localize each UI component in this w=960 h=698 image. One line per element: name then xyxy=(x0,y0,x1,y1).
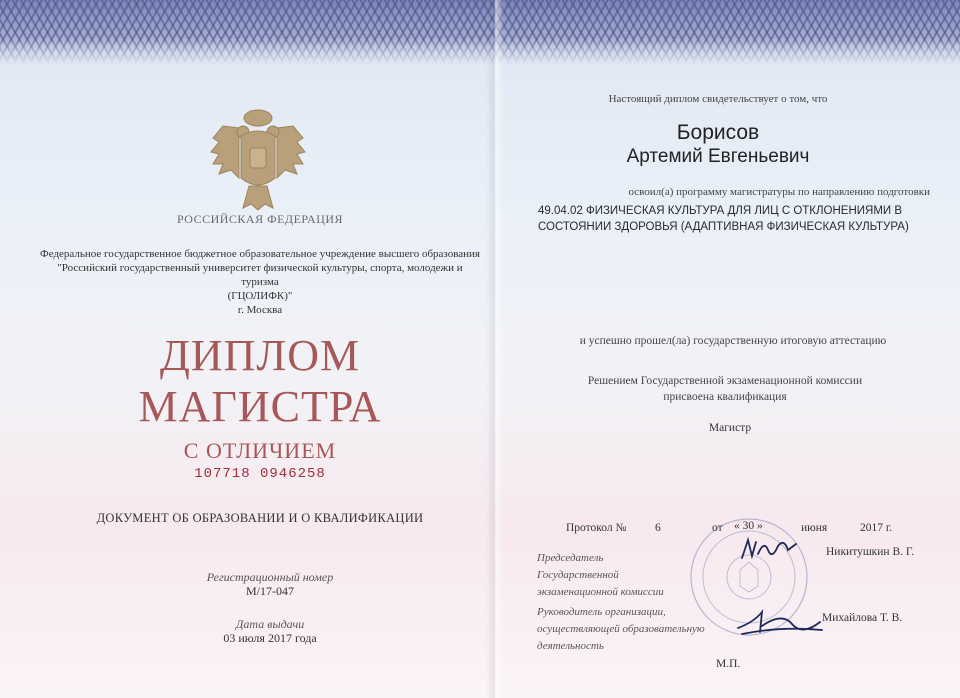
commission-decision: Решением Государственной экзаменационной комиссии xyxy=(587,375,863,387)
protocol-from: от xyxy=(712,522,723,534)
diploma-title-line1: ДИПЛОМ xyxy=(159,331,361,380)
organization-city: г. Москва xyxy=(237,304,283,316)
chair-signature xyxy=(738,534,802,564)
seal-place: М.П. xyxy=(716,658,741,670)
signatory-title-line: осуществляющей образовательную xyxy=(537,623,705,635)
registration-number: М/17-047 xyxy=(246,584,294,598)
organization-line: (ГЦОЛИФК)" xyxy=(227,290,293,302)
program-title xyxy=(538,203,930,235)
document-type: ДОКУМЕНТ ОБ ОБРАЗОВАНИИ И О КВАЛИФИКАЦИИ xyxy=(96,511,424,525)
serial-number: 107718 0946258 xyxy=(194,466,326,482)
signatory-title-line: экзаменационной комиссии xyxy=(537,586,664,598)
program-mastered-text: освоил(а) программу магистратуры по направлению подготовки xyxy=(628,186,930,198)
graduate-surname: Борисов xyxy=(676,121,760,144)
organization-head-title xyxy=(537,604,705,655)
qualification: Магистр xyxy=(708,422,752,434)
issue-date-label: Дата выдачи xyxy=(235,617,305,631)
head-signature xyxy=(732,604,828,638)
program-line: 49.04.02 ФИЗИЧЕСКАЯ КУЛЬТУРА ДЛЯ ЛИЦ С ОТКЛОНЕНИЯМИ В xyxy=(538,205,903,217)
issue-date: 03 июля 2017 года xyxy=(223,631,317,645)
program-line: СОСТОЯНИИ ЗДОРОВЬЯ (АДАПТИВНАЯ ФИЗИЧЕСКАЯ КУЛЬТУРА) xyxy=(538,221,909,233)
registration-label: Регистрационный номер xyxy=(206,570,334,584)
protocol-label: Протокол № xyxy=(566,522,627,534)
organization-line: "Российский государственный университет физической культуры, спорта, молодежи и туризма xyxy=(57,262,463,288)
attestation-text: и успешно прошел(ла) государственную итоговую аттестацию xyxy=(579,335,887,347)
protocol-year: 2017 г. xyxy=(860,522,893,534)
qualification-awarded-text: присвоена квалификация xyxy=(663,391,787,403)
signatory-title-line: деятельность xyxy=(537,640,604,652)
organization-line: Федеральное государственное бюджетное образовательное учреждение высшего образования xyxy=(40,248,480,260)
signatory-title-line: Руководитель организации, xyxy=(537,606,666,618)
signatory-title-line: Председатель xyxy=(537,552,604,564)
federation-heading: РОССИЙСКАЯ ФЕДЕРАЦИЯ xyxy=(176,212,344,226)
head-name: Михайлова Т. В. xyxy=(822,612,903,624)
signatory-title-line: Государственной xyxy=(537,569,619,581)
diploma-title-line2: МАГИСТРА xyxy=(138,382,382,431)
certifies-intro: Настоящий диплом свидетельствует о том, что xyxy=(608,93,828,105)
chair-name: Никитушкин В. Г. xyxy=(826,546,915,558)
protocol-number: 6 xyxy=(655,522,661,534)
organization-block xyxy=(40,247,480,317)
honors-label: С ОТЛИЧИЕМ xyxy=(183,438,337,463)
commission-chair-title xyxy=(537,550,664,601)
protocol-month: июня xyxy=(801,522,828,534)
protocol-day: « 30 » xyxy=(734,520,763,532)
center-fold xyxy=(486,0,504,698)
security-pattern-band xyxy=(0,0,960,64)
coat-of-arms-icon xyxy=(205,108,311,214)
graduate-name: Артемий Евгеньевич xyxy=(626,146,810,167)
